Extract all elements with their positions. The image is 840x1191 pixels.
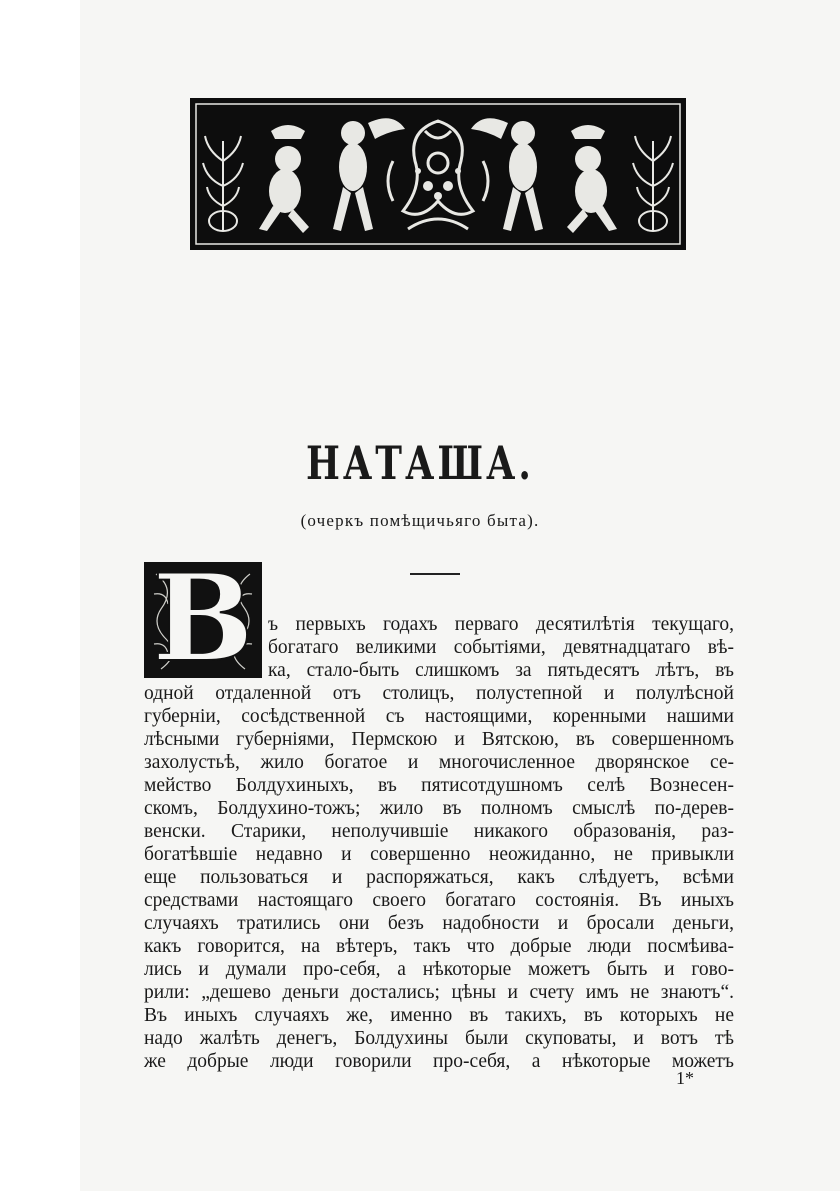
dropcap-letter: В [152,562,254,678]
body-line: захолустьѣ, жило богатое и многочисленное дворянское се- [144,752,734,773]
body-line: скомъ, Болдухино-тожъ; жило въ полномъ смыслѣ по-дерев- [144,798,734,819]
body-line: какъ говорится, на вѣтеръ, такъ что добрые люди посмѣива- [144,936,734,957]
page-title: НАТАША. [305,436,535,490]
body-line: надо жалѣть денегъ, Болдухины были скуповаты, и вотъ тѣ [144,1028,734,1049]
header-ornament [190,98,686,250]
body-line: еще пользоваться и распоряжаться, какъ слѣдуетъ, всѣми [144,867,734,888]
body-line: губерніи, сосѣдственной съ настоящими, коренными нашими [144,706,734,727]
body-line: случаяхъ тратились они безъ надобности и бросали деньги, [144,913,734,934]
cherub-frieze-icon [193,101,683,247]
body-line: средствами настоящаго своего богатаго состоянія. Въ иныхъ [144,890,734,911]
body-line: лѣсными губерніями, Пермскою и Вятскою, въ совершенномъ [144,729,734,750]
body-line: богатѣвшіе недавно и совершенно неожиданно, не привыкли [144,844,734,865]
body-line: одной отдаленной отъ столицъ, полустепной и полулѣсной [144,683,734,704]
ornamental-initial-icon [144,562,262,678]
body-line: Въ иныхъ случаяхъ же, именно въ такихъ, въ которыхъ не [144,1005,734,1026]
body-line: венски. Старики, неполучившіе никакого образованія, раз- [144,821,734,842]
body-line: рили: „дешево деньги достались; цѣны и счету имъ не знаютъ“. [144,982,734,1003]
body-line: ка, стало-быть слишкомъ за пятьдесятъ лѣтъ, въ [268,660,734,681]
body-line: богатаго великими событіями, девятнадцатаго вѣ- [268,637,734,658]
body-line: же добрые люди говорили про-себя, а нѣкоторые можетъ [144,1051,734,1072]
page-number: 1* [676,1068,694,1088]
divider [410,573,460,575]
body-line: лись и думали про-себя, а нѣкоторые можетъ быть и гово- [144,959,734,980]
page-subtitle: (очеркъ помѣщичьяго быта). [300,511,540,530]
body-line: мейство Болдухиныхъ, въ пятисотдушномъ селѣ Вознесен- [144,775,734,796]
body-line: ъ первыхъ годахъ перваго десятилѣтія текущаго, [268,614,734,635]
page-margin [0,0,80,1191]
